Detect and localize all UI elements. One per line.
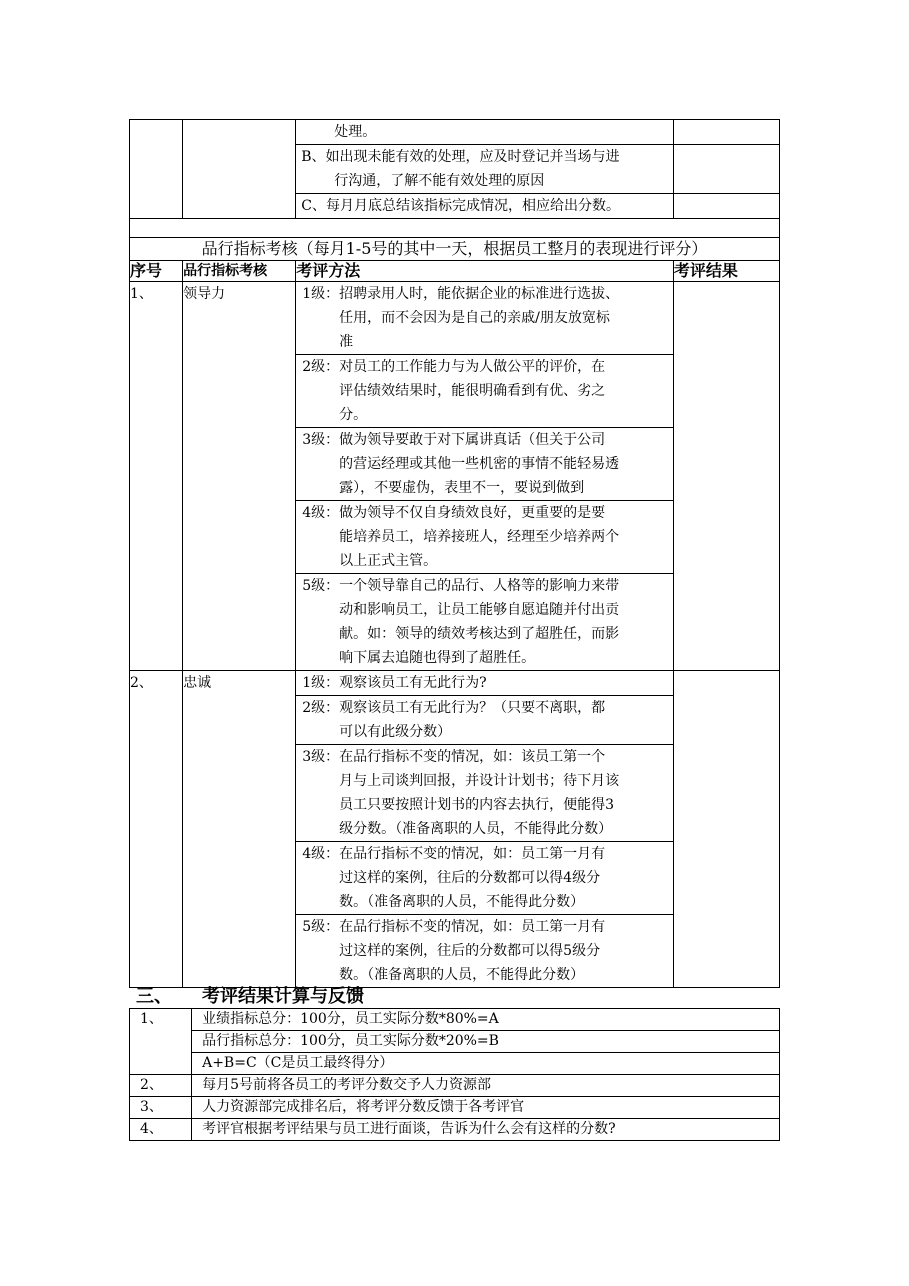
spacer-cell bbox=[130, 219, 780, 238]
level-line: 员工只要按照计划书的内容去执行，便能得3 bbox=[339, 797, 615, 813]
section-heading bbox=[136, 986, 364, 1008]
result-cell bbox=[673, 145, 779, 194]
header-index: 序号 bbox=[130, 261, 183, 282]
level-row bbox=[296, 745, 673, 841]
continuation-row bbox=[130, 120, 780, 145]
level-label: 2级： bbox=[302, 359, 340, 375]
level-line: 准 bbox=[339, 334, 354, 350]
level-line: 过这样的案例，往后的分数都可以得4级分 bbox=[339, 870, 601, 886]
level-line: 在品行指标不变的情况，如：员工第一月有 bbox=[339, 919, 606, 935]
row-indicator: 领导力 bbox=[183, 282, 296, 671]
section-number: 三、 bbox=[136, 986, 172, 1007]
level-item bbox=[296, 282, 673, 355]
level-text bbox=[339, 501, 667, 573]
level-label: 5级： bbox=[302, 578, 340, 594]
table-row bbox=[130, 1119, 780, 1141]
level-row bbox=[296, 501, 673, 573]
result-cell bbox=[673, 671, 779, 988]
header-row bbox=[130, 261, 780, 282]
level-line: 评估绩效结果时，能很明确看到有优、劣之 bbox=[339, 383, 606, 399]
level-item bbox=[296, 915, 673, 987]
level-text bbox=[339, 915, 667, 987]
level-text bbox=[339, 842, 667, 914]
method-cell bbox=[296, 120, 674, 145]
method-line: 行沟通，了解不能有效处理的原因 bbox=[334, 173, 545, 189]
header-method: 考评方法 bbox=[296, 261, 674, 282]
level-line: 在品行指标不变的情况，如：该员工第一个 bbox=[339, 749, 606, 765]
table-row bbox=[130, 1009, 780, 1031]
level-label: 3级： bbox=[302, 432, 340, 448]
section-title: 考评结果计算与反馈 bbox=[202, 986, 364, 1007]
level-row bbox=[296, 574, 673, 670]
level-text bbox=[339, 282, 667, 354]
level-line: 级分数。（准备离职的人员，不能得此分数） bbox=[339, 821, 613, 837]
table-row bbox=[130, 1053, 780, 1075]
level-line: 可以有此级分数） bbox=[339, 724, 452, 740]
method-line: B、如出现未能有效的处理，应及时登记并当场与进 bbox=[301, 149, 620, 165]
level-text bbox=[339, 745, 667, 841]
level-row bbox=[296, 428, 673, 500]
level-line: 观察该员工有无此行为？（只要不离职，都 bbox=[339, 700, 606, 716]
level-line: 观察该员工有无此行为? bbox=[339, 675, 487, 691]
empty-index-cell bbox=[130, 120, 183, 219]
level-line: 动和影响员工，让员工能够自愿追随并付出贡 bbox=[339, 602, 620, 618]
level-text bbox=[339, 574, 667, 670]
row-text: 业绩指标总分：100分，员工实际分数*80%=A bbox=[192, 1009, 780, 1031]
method-cell bbox=[296, 194, 674, 219]
table-row bbox=[130, 1075, 780, 1097]
method-line: 处理。 bbox=[334, 124, 377, 140]
level-line: 分。 bbox=[339, 407, 368, 423]
level-line: 响下属去追随也得到了超胜任。 bbox=[339, 650, 536, 666]
method-cell bbox=[296, 145, 674, 194]
level-line: 在品行指标不变的情况，如：员工第一月有 bbox=[339, 846, 606, 862]
row-text: 每月5号前将各员工的考评分数交予人力资源部 bbox=[192, 1075, 780, 1097]
level-item bbox=[296, 842, 673, 915]
row-indicator: 忠诚 bbox=[183, 671, 296, 988]
level-text bbox=[339, 671, 667, 695]
level-label: 4级： bbox=[302, 846, 340, 862]
row-text: 人力资源部完成排名后，将考评分数反馈于各考评官 bbox=[192, 1097, 780, 1119]
table-row bbox=[130, 1097, 780, 1119]
row-index: 2、 bbox=[130, 671, 183, 988]
level-item bbox=[296, 671, 673, 696]
level-row bbox=[296, 282, 673, 354]
levels-cell bbox=[296, 671, 674, 988]
level-line: 对员工的工作能力与为人做公平的评价，在 bbox=[339, 359, 606, 375]
level-line: 露），不要虚伪，表里不一，要说到做到 bbox=[339, 480, 585, 496]
table-row bbox=[130, 1031, 780, 1053]
level-line: 做为领导要敢于对下属讲真话（但关于公司 bbox=[339, 432, 606, 448]
level-label: 1级： bbox=[302, 286, 340, 302]
level-item bbox=[296, 574, 673, 670]
level-text bbox=[339, 428, 667, 500]
level-item bbox=[296, 355, 673, 428]
row-index: 1、 bbox=[130, 282, 183, 671]
level-row bbox=[296, 915, 673, 987]
spacer-row bbox=[130, 219, 780, 238]
level-row bbox=[296, 355, 673, 427]
level-label: 1级： bbox=[302, 675, 340, 691]
level-line: 月与上司谈判回报，并设计计划书；待下月该 bbox=[339, 773, 620, 789]
level-line: 数。（准备离职的人员，不能得此分数） bbox=[339, 894, 585, 910]
method-line: C、每月月底总结该指标完成情况，相应给出分数。 bbox=[301, 198, 620, 214]
level-line: 献。如：领导的绩效考核达到了超胜任，而影 bbox=[339, 626, 620, 642]
row-index: 2、 bbox=[130, 1075, 192, 1097]
table-row bbox=[130, 282, 780, 671]
level-text bbox=[339, 355, 667, 427]
level-item bbox=[296, 501, 673, 574]
level-line: 的营运经理或其他一些机密的事情不能轻易透 bbox=[339, 456, 620, 472]
result-cell bbox=[673, 282, 779, 671]
result-feedback-table bbox=[129, 1008, 780, 1141]
level-line: 招聘录用人时，能依据企业的标准进行选拔、 bbox=[339, 286, 620, 302]
level-line: 过这样的案例，往后的分数都可以得5级分 bbox=[339, 943, 601, 959]
level-label: 5级： bbox=[302, 919, 340, 935]
level-line: 任用，而不会因为是自己的亲戚/朋友放宽标 bbox=[339, 310, 610, 326]
table-title: 品行指标考核（每月1-5号的其中一天，根据员工整月的表现进行评分） bbox=[130, 238, 780, 261]
row-index: 1、 bbox=[130, 1009, 192, 1075]
empty-name-cell bbox=[183, 120, 296, 219]
level-item bbox=[296, 428, 673, 501]
header-result: 考评结果 bbox=[673, 261, 779, 282]
result-cell bbox=[673, 194, 779, 219]
level-text bbox=[339, 696, 667, 744]
row-index: 4、 bbox=[130, 1119, 192, 1141]
header-indicator: 品行指标考核 bbox=[183, 261, 296, 282]
level-label: 3级： bbox=[302, 749, 340, 765]
level-label: 2级： bbox=[302, 700, 340, 716]
evaluation-table bbox=[129, 119, 780, 988]
level-item bbox=[296, 696, 673, 745]
level-row bbox=[296, 842, 673, 914]
level-line: 一个领导靠自己的品行、人格等的影响力来带 bbox=[339, 578, 620, 594]
result-cell bbox=[673, 120, 779, 145]
table-title-row bbox=[130, 238, 780, 261]
row-index: 3、 bbox=[130, 1097, 192, 1119]
level-line: 能培养员工，培养接班人，经理至少培养两个 bbox=[339, 529, 620, 545]
row-text: 考评官根据考评结果与员工进行面谈，告诉为什么会有这样的分数? bbox=[192, 1119, 780, 1141]
level-label: 4级： bbox=[302, 505, 340, 521]
table-row bbox=[130, 671, 780, 988]
level-row bbox=[296, 696, 673, 744]
level-line: 数。（准备离职的人员，不能得此分数） bbox=[339, 967, 585, 983]
levels-cell bbox=[296, 282, 674, 671]
level-line: 做为领导不仅自身绩效良好，更重要的是要 bbox=[339, 505, 606, 521]
level-row bbox=[296, 671, 673, 695]
level-item bbox=[296, 745, 673, 842]
row-text: 品行指标总分：100分，员工实际分数*20%=B bbox=[192, 1031, 780, 1053]
level-line: 以上正式主管。 bbox=[339, 553, 438, 569]
row-text: A+B=C（C是员工最终得分） bbox=[192, 1053, 780, 1075]
